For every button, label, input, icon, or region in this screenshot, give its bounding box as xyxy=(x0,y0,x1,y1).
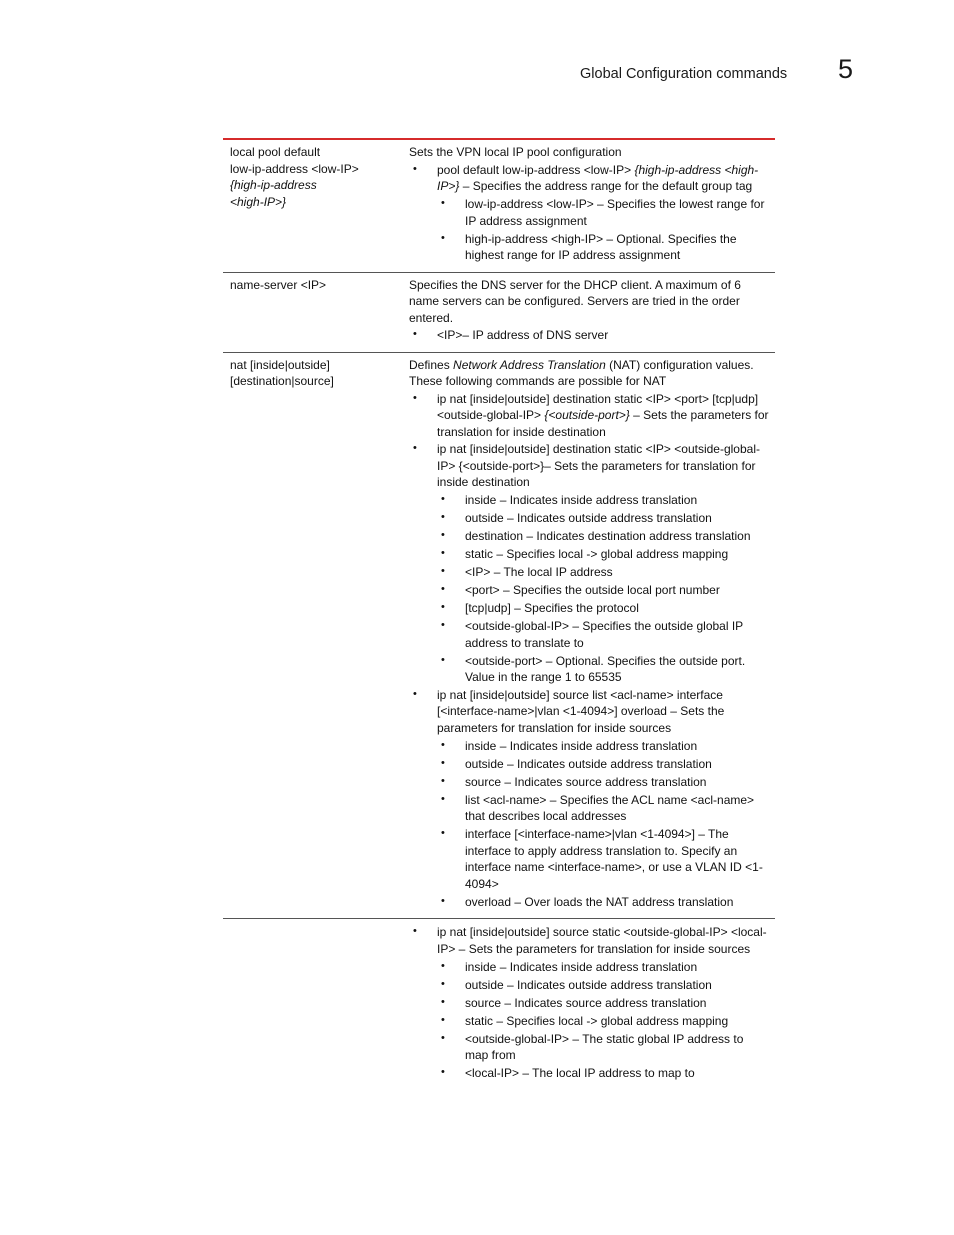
list-item: • <outside-global-IP> – Specifies the outside global IP address to translate to xyxy=(441,619,743,650)
bullet-icon: • xyxy=(441,1031,445,1044)
header-title: Global Configuration commands xyxy=(580,66,788,82)
bullet-icon: • xyxy=(441,547,445,559)
term-line: {high-ip-address xyxy=(230,178,317,192)
list-item: • interface [<interface-name>|vlan <1-4094>] – The interface to apply address translation to. Specify an interface name <interface-name>, or use a VLAN ID <1-4094> xyxy=(441,827,763,891)
bullet-icon: • xyxy=(441,792,445,805)
table-row-nat xyxy=(223,353,775,920)
bullet-icon: • xyxy=(441,231,445,244)
list-item: • ip nat [inside|outside] destination static <IP> <port> [tcp|udp] <outside-global-IP> {<outside-port>} – Sets the parameters for translation for inside destination xyxy=(413,391,769,439)
bullet-icon: • xyxy=(413,687,417,700)
list-item: • inside – Indicates inside address translation xyxy=(441,738,698,753)
table-row-name-server xyxy=(223,273,775,353)
command-description xyxy=(401,140,775,272)
bullet-icon: • xyxy=(441,1013,445,1026)
list-item: • <local-IP> – The local IP address to map to xyxy=(441,1066,695,1080)
bullet-icon: • xyxy=(441,738,445,751)
list-item: • static – Specifies local -> global address mapping xyxy=(441,1013,729,1028)
list-item: • ip nat [inside|outside] source static <outside-global-IP> <local-IP> – Sets the parameters for translation for inside sources • inside – Indicates inside address translation • outside – Indicates outside address translation • source – Indicates source address translation • static – Specifies local -> global address mapping • <outside-global-IP> – The static global IP address to map from • <local-IP> – The local IP address to map to xyxy=(409,924,769,1082)
list-item: • list <acl-name> – Specifies the ACL name <acl-name> that describes local addresses xyxy=(441,792,755,823)
list-item: • <outside-global-IP> – The static global IP address to map from xyxy=(441,1031,744,1062)
bullet-icon: • xyxy=(413,162,417,175)
table-row-nat-continued xyxy=(223,919,775,1090)
bullet-icon: • xyxy=(413,442,417,454)
list-item: • outside – Indicates outside address translation xyxy=(441,511,712,525)
list-item: • inside – Indicates inside address translation xyxy=(441,959,698,974)
bullet-icon: • xyxy=(413,391,417,404)
bullet-icon: • xyxy=(441,197,445,209)
bullet-icon: • xyxy=(441,827,445,839)
list-item: • destination – Indicates destination address translation xyxy=(441,529,751,543)
list-item: • <IP>– IP address of DNS server xyxy=(413,328,609,342)
bullet-icon: • xyxy=(441,995,445,1008)
command-description xyxy=(401,273,775,352)
command-term xyxy=(223,919,401,1090)
list-item: • outside – Indicates outside address translation xyxy=(441,756,712,771)
bullet-icon: • xyxy=(441,894,445,907)
bullet-icon: • xyxy=(441,774,445,787)
bullet-icon: • xyxy=(441,493,445,505)
bullet-icon: • xyxy=(441,583,445,595)
term-line: name-server <IP> xyxy=(230,277,327,292)
term-line: nat [inside|outside] xyxy=(230,357,330,372)
bullet-icon: • xyxy=(413,925,417,937)
description-intro: Specifies the DNS server for the DHCP client. A maximum of 6 name servers can be configured. Servers are tried in the order entered. xyxy=(409,277,741,325)
bullet-icon: • xyxy=(441,1066,445,1078)
term-line: low-ip-address <low-IP> xyxy=(230,161,359,176)
bullet-icon: • xyxy=(441,529,445,541)
bullet-icon: • xyxy=(441,565,445,577)
list-item: • high-ip-address <high-IP> – Optional. Specifies the highest range for IP address assignment xyxy=(441,231,737,262)
term-line: <high-IP>} xyxy=(230,194,287,209)
list-item: • <port> – Specifies the outside local port number xyxy=(441,583,720,597)
list-item: • [tcp|udp] – Specifies the protocol xyxy=(441,601,639,615)
bullet-icon: • xyxy=(441,619,445,631)
bullet-icon: • xyxy=(441,756,445,769)
command-description xyxy=(401,919,775,1090)
list-item: • outside – Indicates outside address translation xyxy=(441,977,712,992)
bullet-icon: • xyxy=(441,977,445,990)
description-intro: Sets the VPN local IP pool configuration xyxy=(409,145,622,159)
term-line: [destination|source] xyxy=(230,374,334,388)
list-item: • low-ip-address <low-IP> – Specifies the lowest range for IP address assignment xyxy=(441,197,765,228)
command-table xyxy=(223,138,775,1090)
command-term xyxy=(223,140,401,272)
list-item: • pool default low-ip-address <low-IP> {high-ip-address <high-IP>} – Specifies the address range for the default group tag • low-ip-address <low-IP> – Specifies the lowest range for IP address assignment • high-ip-address <high-IP> – Optional. Specifies the highest range for IP address assignment xyxy=(409,162,769,264)
bullet-icon: • xyxy=(441,511,445,523)
term-line: local pool default xyxy=(230,145,321,159)
list-item: • <IP> – The local IP address xyxy=(441,565,613,579)
bullet-icon: • xyxy=(441,653,445,666)
list-item: • inside – Indicates inside address translation xyxy=(441,493,698,507)
command-term xyxy=(223,353,401,919)
list-item: • static – Specifies local -> global address mapping xyxy=(441,547,729,561)
list-item: • ip nat [inside|outside] destination static <IP> <outside-global-IP> {<outside-port>}– Sets the parameters for translation for inside destination • inside – Indicates inside address translation • outside – Indicates outside address translation • destination – Indicates destination address translation • static – Specifies local -> global address mapping • <IP> – The local IP address • <port> – Specifies the outside local port number • [tcp|udp] – Specifies the protocol • <outside-global-IP> – Specifies the outside global IP address to translate to • <outside-port> – Optional. Specifies the outside port. Value in the range 1 to 65535 xyxy=(409,441,769,686)
description-intro: Defines Network Address Translation (NAT) configuration values. These following commands are possible for NAT xyxy=(409,357,754,388)
chapter-number: 5 xyxy=(838,54,854,84)
table-row-local-pool xyxy=(223,140,775,273)
bullet-icon: • xyxy=(441,959,445,972)
command-description xyxy=(401,353,775,919)
list-item: • source – Indicates source address translation xyxy=(441,774,707,789)
bullet-icon: • xyxy=(441,601,445,613)
command-term xyxy=(223,273,401,352)
list-item: • <outside-port> – Optional. Specifies the outside port. Value in the range 1 to 65535 xyxy=(441,653,746,684)
list-item: • overload – Over loads the NAT address translation xyxy=(441,894,734,909)
list-item: • ip nat [inside|outside] source list <acl-name> interface [<interface-name>|vlan <1-4094>] overload – Sets the parameters for translation for inside sources • inside – Indicates inside address translation • outside – Indicates outside address translation • source – Indicates source address translation • list <acl-name> – Specifies the ACL name <acl-name> that describes local addresses • interface [<interface-name>|vlan <1-4094>] – The interface to apply address translation to. Specify an interface name <interface-name>, or use a VLAN ID <1-4094> • overload – Over loads the NAT address translation xyxy=(409,687,769,911)
bullet-icon: • xyxy=(413,328,417,340)
list-item: • source – Indicates source address translation xyxy=(441,995,707,1010)
